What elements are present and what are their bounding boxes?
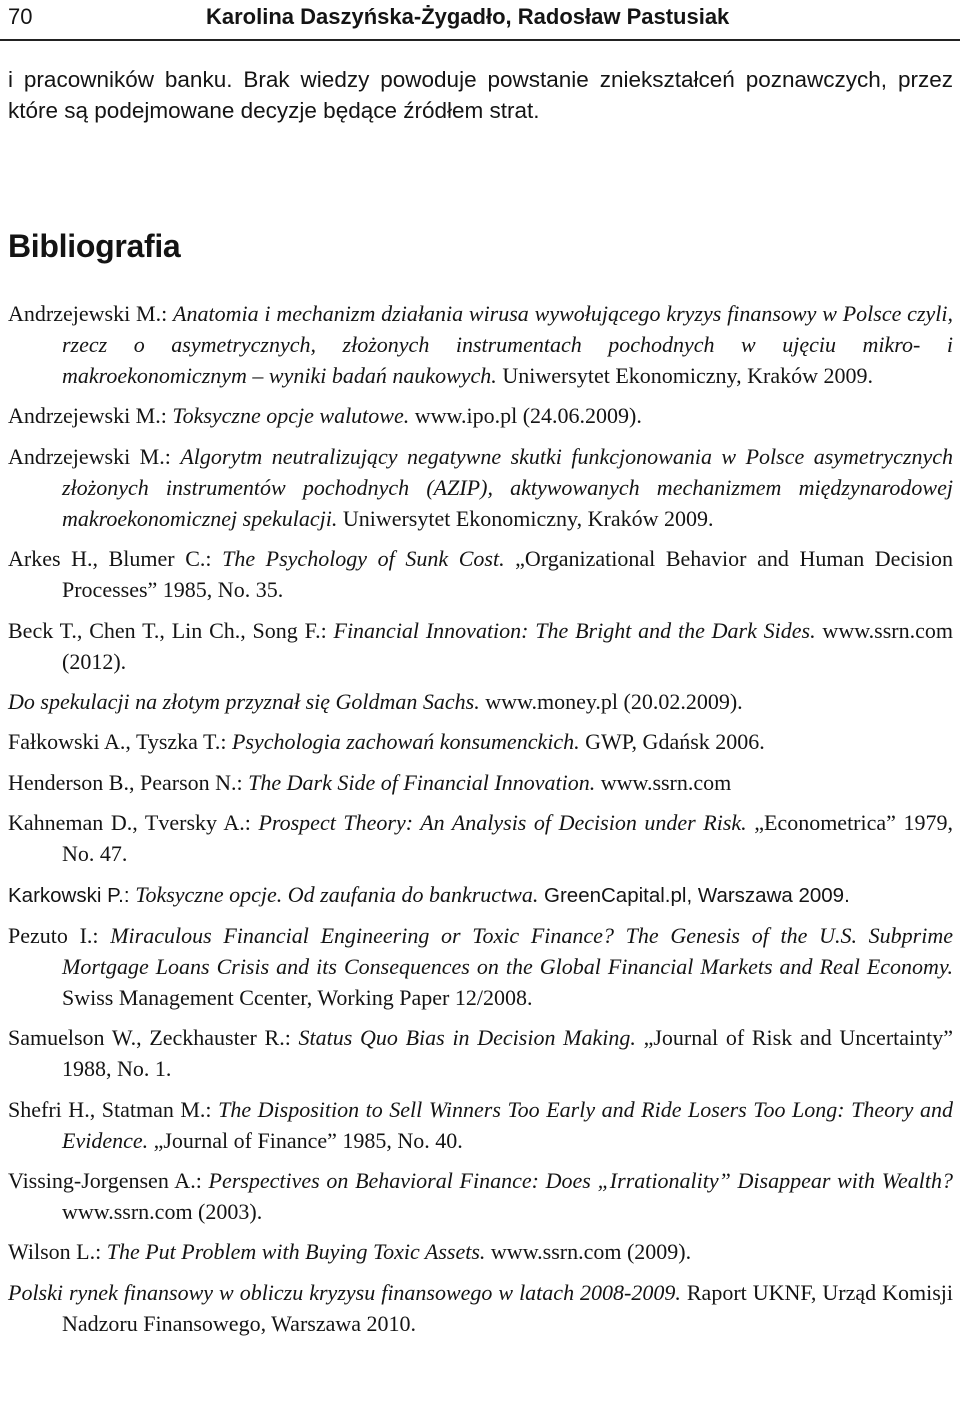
reference-author: Karkowski P.: xyxy=(8,883,136,907)
reference-item xyxy=(8,920,953,1013)
reference-author: Wilson L.: xyxy=(8,1239,107,1265)
reference-title: Miraculous Financial Engineering or Toxic Finance? The Genesis of the U.S. Subprime Mortgage Loans Crisis and its Consequences on the Global Financial Markets and Real Economy. xyxy=(62,922,953,979)
running-head: Karolina Daszyńska-Żygadło, Radosław Pastusiak xyxy=(206,4,730,29)
reference-item xyxy=(8,543,953,605)
reference-author: Pezuto I.: xyxy=(8,922,111,948)
reference-title: Toksyczne opcje walutowe. xyxy=(172,403,410,429)
reference-author: Shefri H., Statman M.: xyxy=(8,1096,219,1122)
reference-item xyxy=(8,1277,953,1339)
reference-item xyxy=(8,879,953,911)
reference-author: Fałkowski A., Tyszka T.: xyxy=(8,729,232,755)
reference-title: Status Quo Bias in Decision Making. xyxy=(298,1025,636,1051)
reference-item xyxy=(8,1165,953,1227)
reference-author: Arkes H., Blumer C.: xyxy=(8,546,223,572)
reference-source: www.ipo.pl (24.06.2009). xyxy=(409,403,642,429)
reference-author: Kahneman D., Tversky A.: xyxy=(8,810,259,836)
reference-item xyxy=(8,1022,953,1084)
reference-source: GWP, Gdańsk 2006. xyxy=(579,729,765,755)
reference-title: The Dark Side of Financial Innovation. xyxy=(248,769,596,795)
reference-item xyxy=(8,767,953,798)
reference-source: www.ssrn.com (2009). xyxy=(485,1239,692,1265)
reference-author: Andrzejewski M.: xyxy=(8,443,181,469)
reference-item xyxy=(8,726,953,757)
reference-source: GreenCapital.pl, Warszawa 2009. xyxy=(538,883,850,907)
reference-author: Samuelson W., Zeckhauster R.: xyxy=(8,1025,299,1051)
reference-source: „Journal of Finance” 1985, No. 40. xyxy=(148,1127,463,1153)
reference-author: Vissing-Jorgensen A.: xyxy=(8,1168,209,1194)
reference-title: The Psychology of Sunk Cost. xyxy=(222,546,505,572)
reference-source: „Econometrica” 1979, No. 47. xyxy=(62,810,953,867)
reference-author: Beck T., Chen T., Lin Ch., Song F.: xyxy=(8,617,334,643)
reference-title: The Put Problem with Buying Toxic Assets. xyxy=(106,1239,486,1265)
reference-source: Raport UKNF, Urząd Komisji Nadzoru Finansowego, Warszawa 2010. xyxy=(62,1279,953,1336)
reference-title: Polski rynek finansowy w obliczu kryzysu finansowego w latach 2008-2009. xyxy=(8,1279,681,1305)
reference-item xyxy=(8,807,953,869)
page-number: 70 xyxy=(8,4,33,29)
reference-source: www.ssrn.com xyxy=(595,769,732,795)
reference-source: Swiss Management Ccenter, Working Paper 12/2008. xyxy=(62,984,533,1010)
reference-item xyxy=(8,400,953,431)
reference-title: Do spekulacji na złotym przyznał się Goldman Sachs. xyxy=(8,688,480,714)
header-rule xyxy=(0,39,960,41)
reference-item xyxy=(8,298,953,391)
reference-title: Perspectives on Behavioral Finance: Does „Irrationality” Disappear with Wealth? xyxy=(208,1168,954,1194)
section-title: Bibliografia xyxy=(8,228,181,264)
reference-source: www.money.pl (20.02.2009). xyxy=(479,688,743,714)
reference-title: Anatomia i mechanizm działania wirusa wywołującego kryzys finansowy w Polsce czyli, rzecz o asymetrycznych, złożonych instrumentach pochodnych w ujęciu mikro- i makroekonomicznym – wyniki badań naukowych. xyxy=(62,301,954,388)
reference-source: www.ssrn.com (2012). xyxy=(62,617,953,674)
reference-source: „Organizational Behavior and Human Decision Processes” 1985, No. 35. xyxy=(62,546,953,603)
reference-title: Financial Innovation: The Bright and the Dark Sides. xyxy=(333,617,816,643)
bibliography-list xyxy=(8,298,953,1348)
reference-source: Uniwersytet Ekonomiczny, Kraków 2009. xyxy=(337,505,714,531)
reference-author: Andrzejewski M.: xyxy=(8,301,174,326)
reference-author: Henderson B., Pearson N.: xyxy=(8,769,249,795)
reference-title: The Disposition to Sell Winners Too Early and Ride Losers Too Long: Theory and Evidence. xyxy=(62,1096,953,1153)
reference-item xyxy=(8,615,953,677)
reference-source: www.ssrn.com (2003). xyxy=(62,1199,263,1225)
reference-title: Psychologia zachowań konsumenckich. xyxy=(231,729,580,755)
reference-author: Andrzejewski M.: xyxy=(8,403,173,429)
reference-source: Uniwersytet Ekonomiczny, Kraków 2009. xyxy=(496,363,873,388)
reference-title: Toksyczne opcje. Od zaufania do bankructwa. xyxy=(135,881,539,907)
reference-item xyxy=(8,686,953,717)
intro-paragraph: i pracowników banku. Brak wiedzy powoduje powstanie zniekształceń poznawczych, przez które są podejmowane decyzje będące źródłem strat. xyxy=(8,67,953,123)
reference-source: „Journal of Risk and Uncertainty” 1988, No. 1. xyxy=(62,1025,954,1082)
page-header xyxy=(0,0,960,46)
reference-item xyxy=(8,441,953,534)
reference-title: Prospect Theory: An Analysis of Decision under Risk. xyxy=(258,810,747,836)
reference-item xyxy=(8,1236,953,1267)
reference-item xyxy=(8,1094,953,1156)
reference-title: Algorytm neutralizujący negatywne skutki funkcjonowania w Polsce asymetrycznych złożonych instrumentów pochodnych (AZIP), aktywowanych mechanizmem międzynarodowej makroekonomicznej spekulacji. xyxy=(62,443,953,531)
